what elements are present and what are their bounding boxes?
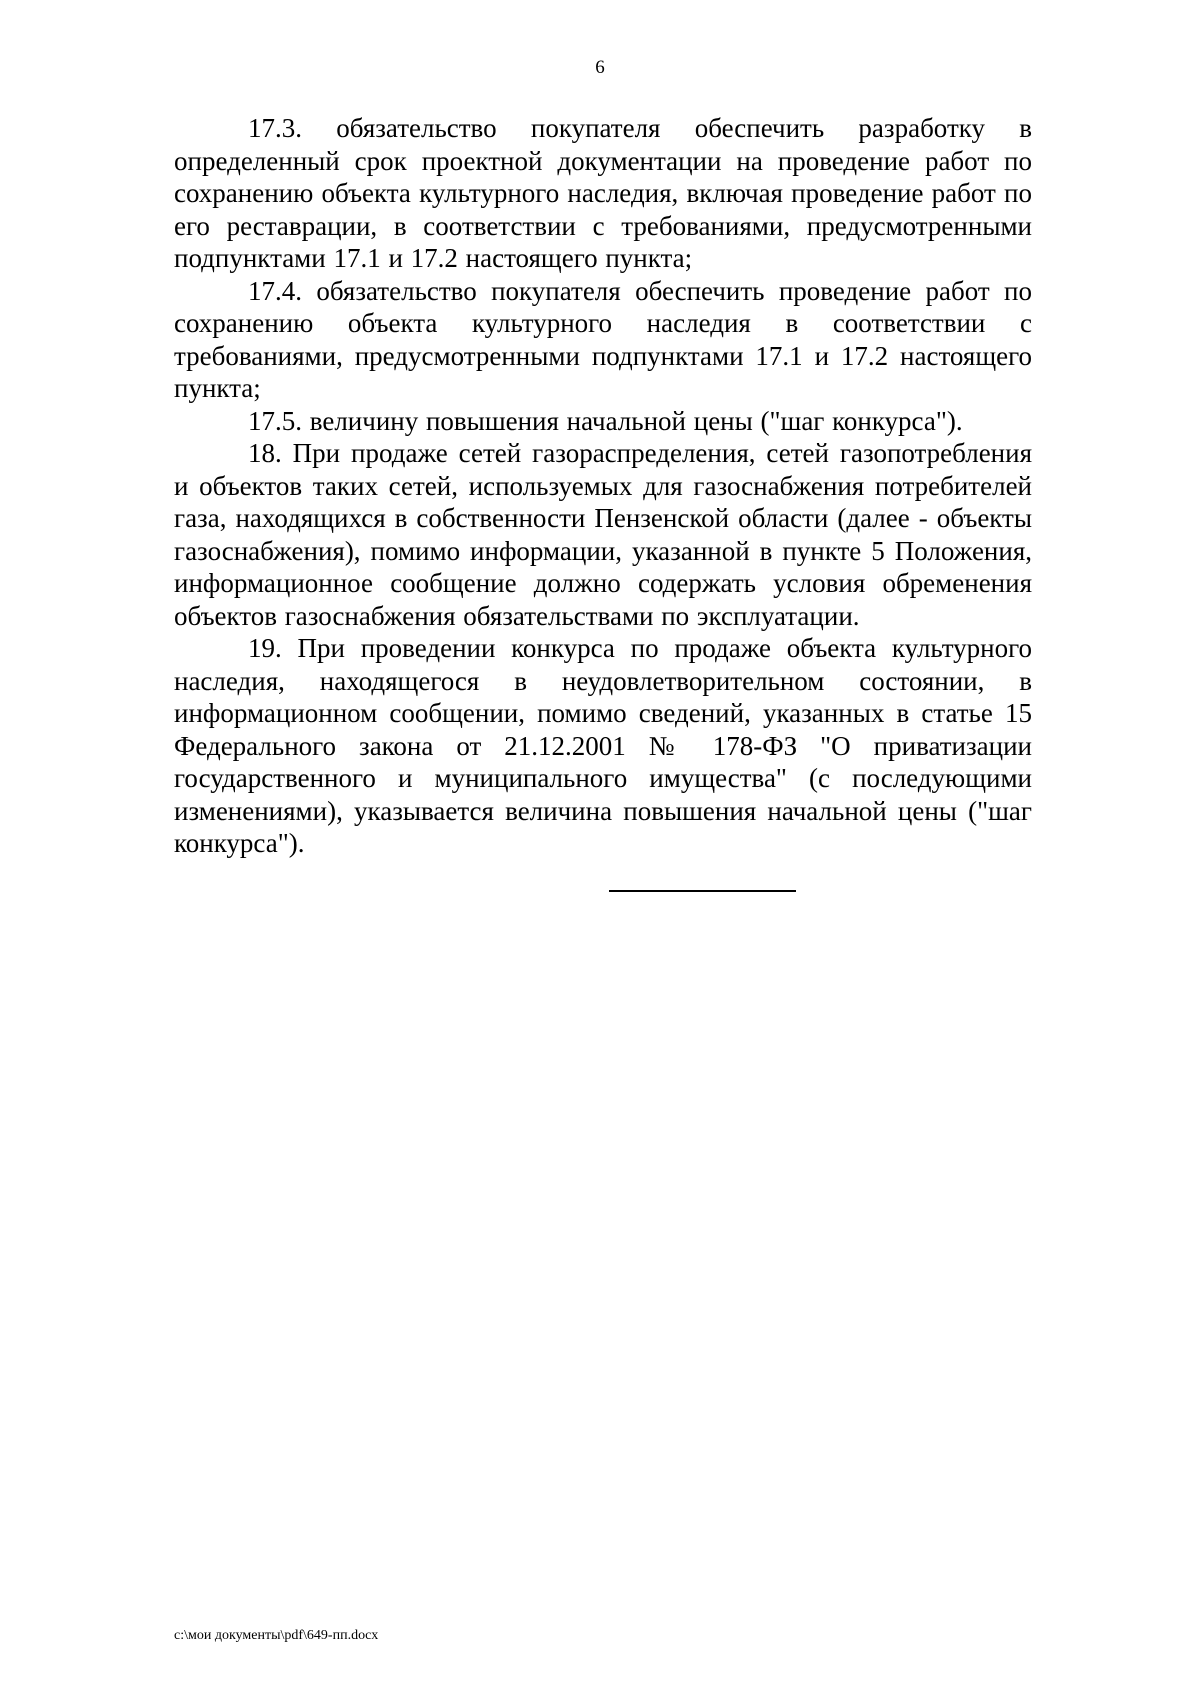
paragraph-17-3: 17.3. обязательство покупателя обеспечить разработку в определенный срок проектной документации на проведение работ по сохранению объекта культурного наследия, включая проведение работ по его реставрации, в соответствии с требованиями, предусмотренными подпунктами 17.1 и 17.2 настоящего пункта; bbox=[174, 113, 1032, 273]
paragraph-17-5: 17.5. величину повышения начальной цены ("шаг конкурса"). bbox=[248, 405, 963, 436]
page-number: 6 bbox=[595, 57, 605, 78]
document-body bbox=[174, 112, 1032, 860]
end-of-text-divider bbox=[609, 890, 796, 892]
paragraph-18: 18. При продаже сетей газораспределения, сетей газопотребления и объектов таких сетей, используемых для газоснабжения потребителей газа, находящихся в собственности Пензенской области (далее - объекты газоснабжения), помимо информации, указанной в пункте 5 Положения, информационное сообщение должно содержать условия обременения объектов газоснабжения обязательствами по эксплуатации. bbox=[174, 438, 1032, 631]
paragraph-17-4: 17.4. обязательство покупателя обеспечить проведение работ по сохранению объекта культурного наследия в соответствии с требованиями, предусмотренными подпунктами 17.1 и 17.2 настоящего пункта; bbox=[174, 275, 1032, 403]
footer-file-path: c:\мои документы\pdf\649-пп.docx bbox=[174, 1628, 379, 1643]
paragraph-19: 19. При проведении конкурса по продаже объекта культурного наследия, находящегося в неудовлетворительном состоянии, в информационном сообщении, помимо сведений, указанных в статье 15 Федерального закона от 21.12.2001 № 178-ФЗ "О приватизации государственного и муниципального имущества" (с последующими изменениями), указывается величина повышения начальной цены ("шаг конкурса"). bbox=[174, 633, 1032, 858]
